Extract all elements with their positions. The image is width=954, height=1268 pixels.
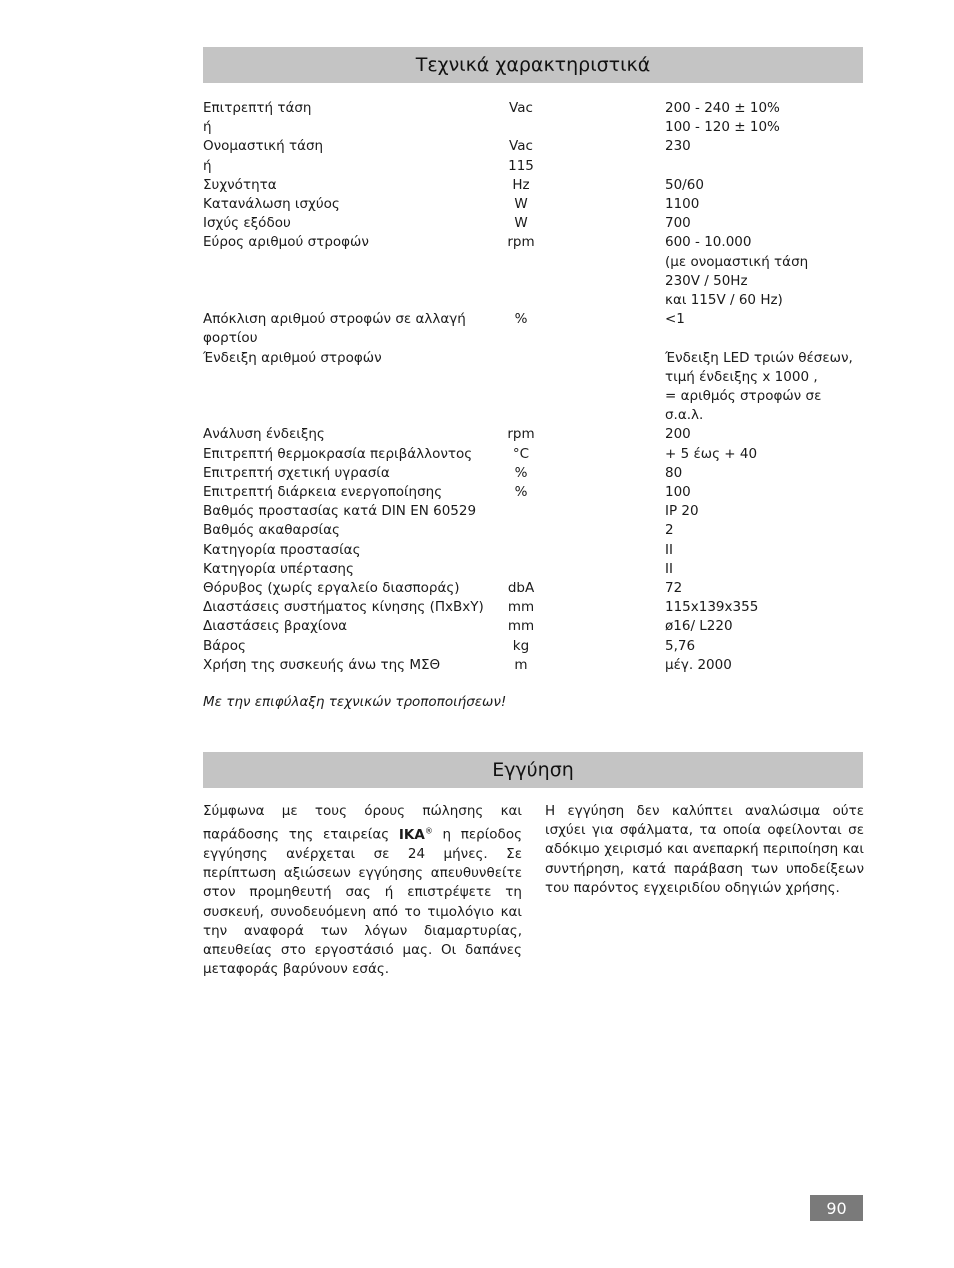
spec-row — [203, 521, 863, 540]
spec-unit: % — [514, 484, 528, 501]
spec-row — [203, 310, 863, 348]
spec-value: 200 — [665, 426, 691, 443]
spec-unit — [493, 541, 549, 560]
spec-unit: Hz — [512, 176, 530, 193]
spec-value: II — [665, 560, 673, 577]
spec-row — [203, 464, 863, 483]
spec-spacer — [549, 349, 665, 426]
spec-table — [203, 99, 863, 675]
spec-row — [203, 502, 863, 521]
spec-row — [203, 483, 863, 502]
brand-name — [399, 827, 433, 843]
spec-label: Κατηγορία προστασίας — [203, 541, 361, 558]
spec-spacer — [549, 310, 665, 348]
spec-value: 200 - 240 ± 10% 100 - 120 ± 10% — [665, 100, 780, 136]
spec-value: 700 — [665, 215, 691, 232]
spec-label: Κατανάλωση ισχύος — [203, 196, 340, 213]
spec-value: 230 — [665, 138, 691, 155]
spec-unit — [493, 521, 549, 540]
spec-label: Ένδειξη αριθμού στροφών — [203, 349, 382, 366]
spec-value: + 5 έως + 40 — [665, 445, 758, 462]
spec-spacer — [549, 99, 665, 137]
section-title: Εγγύηση — [492, 759, 574, 781]
spec-value: 100 — [665, 484, 691, 501]
warranty-text-left — [203, 802, 522, 979]
spec-label: Επιτρεπτή τάση ή — [203, 100, 312, 136]
spec-spacer — [549, 598, 665, 617]
spec-row — [203, 598, 863, 617]
spec-spacer — [549, 579, 665, 598]
spec-unit: W — [514, 215, 528, 232]
spec-value: <1 — [665, 311, 685, 328]
spec-spacer — [549, 214, 665, 233]
spec-unit: rpm — [507, 234, 535, 251]
spec-label: Βάρος — [203, 637, 246, 654]
spec-label: Επιτρεπτή σχετική υγρασία — [203, 464, 390, 481]
spec-spacer — [549, 233, 665, 310]
spec-spacer — [549, 617, 665, 636]
spec-spacer — [549, 445, 665, 464]
spec-spacer — [549, 521, 665, 540]
spec-unit: % — [514, 464, 528, 481]
warranty-text-right: Η εγγύηση δεν καλύπτει αναλώσιμα ούτε ισχύει για σφάλματα, τα οποία οφείλονται σε αδόκιμο χειρισμό και ανεπαρκή περιποίηση και συντήρηση, κατά παράβαση των υποδείξεων του παρόντος εγχειριδίου οδηγιών χρήσης. — [545, 803, 864, 896]
spec-value: 80 — [665, 464, 683, 481]
spec-row — [203, 349, 863, 426]
spec-spacer — [549, 502, 665, 521]
spec-row — [203, 176, 863, 195]
spec-label: Βαθμός ακαθαρσίας — [203, 522, 340, 539]
spec-spacer — [549, 560, 665, 579]
spec-label: Διαστάσεις βραχίονα — [203, 618, 348, 635]
spec-row — [203, 579, 863, 598]
spec-value: IP 20 — [665, 503, 699, 520]
spec-row — [203, 656, 863, 675]
spec-row — [203, 195, 863, 214]
spec-row — [203, 637, 863, 656]
spec-value: 50/60 — [665, 176, 704, 193]
spec-value: 2 — [665, 522, 674, 539]
spec-unit: % — [514, 311, 528, 328]
spec-value: Ένδειξη LED τριών θέσεων, τιμή ένδειξης x 1000 , = αριθμός στροφών σε σ.α.λ. — [665, 349, 853, 424]
spec-unit: m — [514, 656, 528, 673]
spec-unit: mm — [507, 599, 535, 616]
spec-unit: kg — [512, 637, 530, 654]
registered-mark: ® — [424, 826, 433, 836]
spec-label: Επιτρεπτή διάρκεια ενεργοποίησης — [203, 484, 443, 501]
spec-label: Συχνότητα — [203, 176, 277, 193]
spec-label: Απόκλιση αριθμού στροφών σε αλλαγή φορτίου — [203, 311, 466, 347]
spec-label: Θόρυβος (χωρίς εργαλείο διασποράς) — [203, 580, 460, 597]
spec-row — [203, 214, 863, 233]
spec-label: Χρήση της συσκευής άνω της ΜΣΘ — [203, 656, 441, 673]
spec-unit: Vac — [509, 100, 533, 116]
spec-unit: mm — [507, 618, 535, 635]
spec-label: Ονομαστική τάση ή — [203, 138, 324, 174]
spec-row — [203, 99, 863, 137]
spec-label: Ανάλυση ένδειξης — [203, 426, 325, 443]
disclaimer-note: Με την επιφύλαξη τεχνικών τροποποιήσεων! — [203, 694, 507, 710]
spec-value: 600 - 10.000 (με ονομαστική τάση 230V / 50Hz και 115V / 60 Hz) — [665, 234, 809, 309]
spec-value: μέγ. 2000 — [665, 656, 732, 673]
spec-unit: W — [514, 196, 528, 213]
spec-spacer — [549, 541, 665, 560]
section-header-warranty — [203, 752, 863, 788]
spec-unit: °C — [512, 445, 530, 462]
warranty-text-segment: η περίοδος εγγύησης ανέρχεται σε 24 μήνες. Σε περίπτωση αξιώσεων εγγύησης απευθυνθείτε στον προμηθευτή σας ή επιστρέψετε τη συσκευή, συνοδευόμενη από το τιμολόγιο και την αναφορά των λόγων διαμαρτυρίας, απευθείας στο εργοστάσιό μας. Οι δαπάνες μεταφοράς βαρύνουν εσάς. — [203, 826, 523, 978]
spec-row — [203, 425, 863, 444]
page-number: 90 — [810, 1195, 863, 1221]
spec-value: 1100 — [665, 196, 700, 213]
spec-row — [203, 137, 863, 175]
spec-unit — [493, 502, 549, 521]
spec-value: 72 — [665, 580, 683, 597]
spec-unit — [493, 560, 549, 579]
spec-spacer — [549, 656, 665, 675]
spec-row — [203, 445, 863, 464]
spec-spacer — [549, 137, 665, 175]
spec-unit: dbA — [507, 580, 535, 597]
spec-spacer — [549, 464, 665, 483]
section-title: Τεχνικά χαρακτηριστικά — [415, 54, 651, 76]
spec-label: Βαθμός προστασίας κατά DIN EN 60529 — [203, 503, 477, 520]
spec-unit: rpm — [507, 426, 535, 443]
spec-label: Κατηγορία υπέρτασης — [203, 560, 354, 577]
spec-row — [203, 617, 863, 636]
spec-spacer — [549, 483, 665, 502]
section-header-technical-data — [203, 47, 863, 83]
spec-label: Επιτρεπτή θερμοκρασία περιβάλλοντος — [203, 445, 473, 462]
spec-row — [203, 233, 863, 310]
spec-spacer — [549, 425, 665, 444]
spec-row — [203, 541, 863, 560]
spec-value: 5,76 — [665, 637, 696, 654]
spec-label: Ισχύς εξόδου — [203, 215, 291, 232]
spec-spacer — [549, 176, 665, 195]
brand-label: IKA — [398, 826, 425, 843]
spec-unit: Vac 115 — [508, 138, 534, 174]
spec-unit — [493, 349, 549, 426]
spec-value: ø16/ L220 — [665, 618, 733, 635]
spec-spacer — [549, 637, 665, 656]
spec-spacer — [549, 195, 665, 214]
warranty-text-segment: Σύμφωνα με τους όρους πώλησης και παράδοσης της εταιρείας — [203, 803, 522, 843]
spec-label: Εύρος αριθμού στροφών — [203, 234, 369, 251]
spec-label: Διαστάσεις συστήματος κίνησης (ΠxΒxΥ) — [203, 599, 484, 616]
spec-value: II — [665, 541, 673, 558]
spec-row — [203, 560, 863, 579]
spec-value: 115x139x355 — [665, 599, 759, 616]
